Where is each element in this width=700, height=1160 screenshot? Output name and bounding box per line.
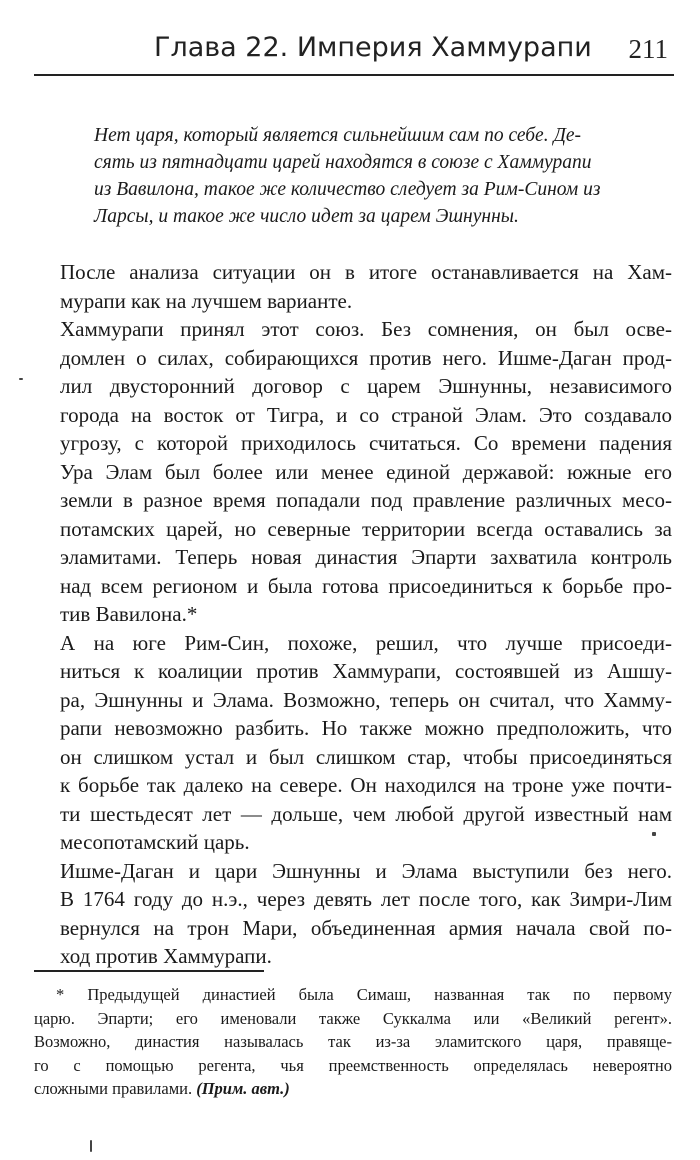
footnote-line: го с помощью регента, чья преемственность определялась невероятно: [34, 1055, 672, 1075]
footnote: [34, 983, 672, 1101]
body-line: города на восток от Тигра, и со страной Элам. Это создавало: [60, 402, 672, 427]
footnote-line: * Предыдущей династией была Симаш, названная так по первому: [56, 985, 672, 1004]
body-line: тив Вавилона.*: [60, 602, 198, 626]
body-line: к борьбе так далеко на севере. Он находился на троне уже почти-: [60, 773, 672, 797]
chapter-title: Глава 22. Империя Хаммурапи: [154, 32, 592, 63]
footnote-author-note: (Прим. авт.): [196, 1079, 290, 1098]
body-line: ход против Хаммурапи.: [60, 944, 272, 968]
scan-speck: [90, 1140, 92, 1152]
footnote-line: сложными правилами.: [34, 1079, 193, 1098]
body-line: рапи невозможно разбить. Но также можно предположить, что: [60, 716, 672, 740]
body-line: месопотамский царь.: [60, 830, 250, 854]
body-line: он слишком устал и был слишком стар, чтобы присоединяться: [60, 744, 672, 769]
epigraph-line: сять из пятнадцати царей находятся в союзе с Хаммурапи: [94, 152, 592, 173]
scan-speck: [19, 378, 23, 380]
page-number: 211: [628, 34, 668, 64]
body-line: В 1764 году до н.э., через девять лет после того, как Зимри-Лим: [60, 887, 672, 911]
body-line: вернулся на трон Мари, объединенная армия начала свой по-: [60, 915, 672, 940]
body-line: лил двусторонний договор с царем Эшнунны, независимого: [60, 374, 672, 398]
body-line: земли в разное время попадали под правление различных месо-: [60, 488, 672, 512]
body-line: Ишме-Даган и цари Эшнунны и Элама выступили без него.: [60, 858, 672, 883]
body-line: ниться к коалиции против Хаммурапи, состоявшей из Ашшу-: [60, 659, 672, 683]
footnote-line: Возможно, династия называлась так из-за эламитского царя, правяще-: [34, 1032, 672, 1051]
epigraph-quote: [94, 122, 672, 230]
footnote-line: царю. Эпарти; его именовали также Суккалма или «Великий регент».: [34, 1008, 672, 1028]
epigraph-line: из Вавилона, такое же количество следует за Рим-Сином из: [94, 179, 601, 200]
body-line: Ура Элам был более или менее единой державой: южные его: [60, 459, 672, 484]
body-line: потамских царей, но северные территории всегда оставались за: [60, 516, 672, 541]
body-line: над всем регионом и была готова присоединиться к борьбе про-: [60, 573, 672, 598]
body-line: После анализа ситуации он в итоге останавливается на Хам-: [60, 260, 672, 284]
header-rule: [34, 74, 674, 76]
footnote-last-line: [34, 1077, 672, 1101]
body-line: ти шестьдесят лет — дольше, чем любой другой известный нам: [60, 801, 672, 826]
body-line: мурапи как на лучшем варианте.: [60, 288, 353, 313]
running-head: [34, 22, 674, 72]
scan-speck: [652, 832, 656, 836]
epigraph-line: Нет царя, который является сильнейшим сам по себе. Де-: [94, 125, 582, 146]
body-text: [60, 258, 672, 971]
body-line: угрозу, с которой приходилось считаться. Со времени падения: [60, 431, 672, 455]
body-line: домлен о силах, собирающихся против него. Ишме-Даган прод-: [60, 345, 672, 370]
footnote-rule: [34, 970, 264, 972]
body-line: А на юге Рим-Син, похоже, решил, что лучше присоеди-: [60, 630, 672, 655]
body-line: ра, Эшнунны и Элама. Возможно, теперь он считал, что Хамму-: [60, 687, 672, 712]
body-line: Хаммурапи принял этот союз. Без сомнения, он был осве-: [60, 317, 672, 341]
body-line: эламитами. Теперь новая династия Эпарти захватила контроль: [60, 545, 672, 569]
epigraph-line: Ларсы, и такое же число идет за царем Эшнунны.: [94, 206, 519, 227]
